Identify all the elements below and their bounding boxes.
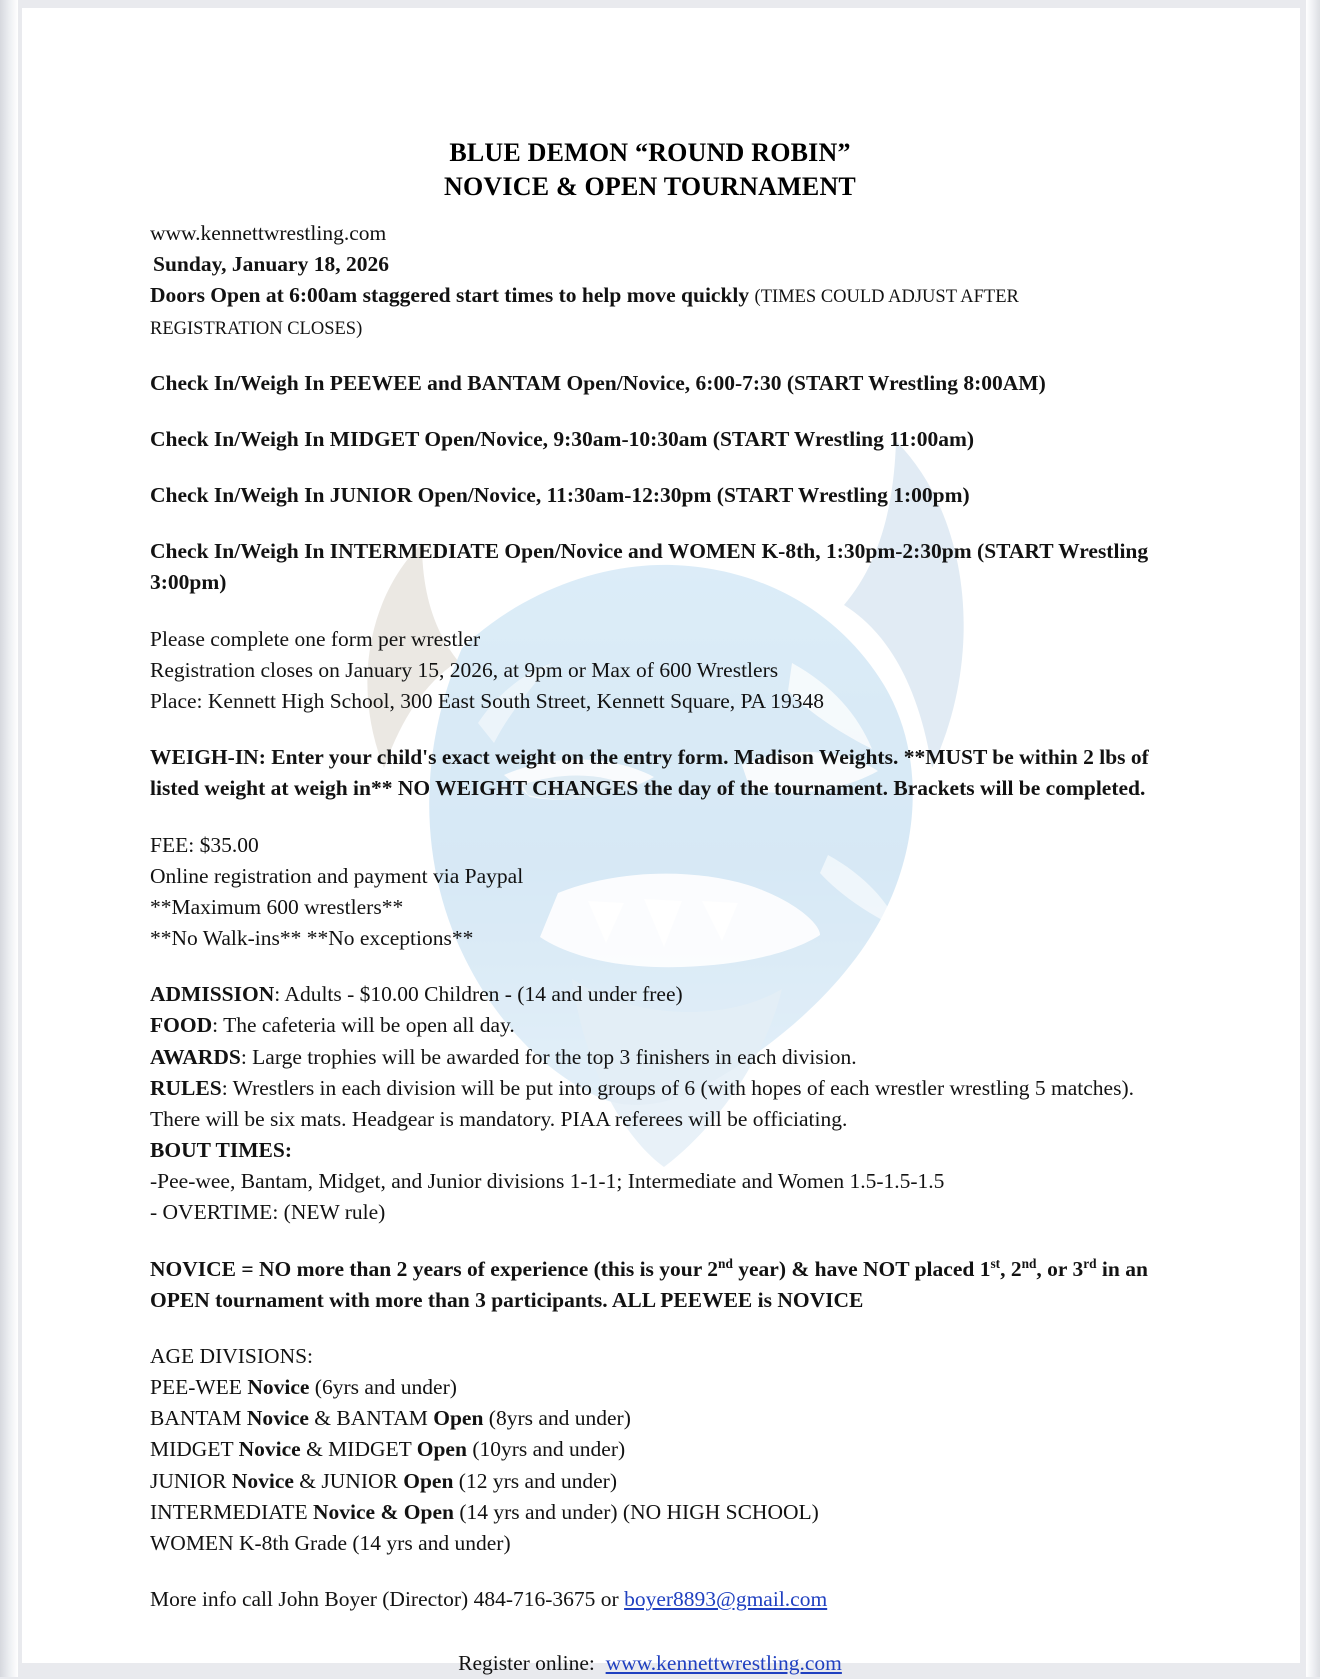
weigh-in-text: Enter your child's exact weight on the entry form. Madison Weights. **MUST be within 2 lbs of listed weight at weigh in** NO WEIGHT CHANGES the day of the tournament. Brackets will be completed. [150, 745, 1149, 801]
title-line-1: BLUE DEMON “ROUND ROBIN” [449, 138, 851, 167]
register-online-line [150, 1648, 1150, 1679]
checkin-midget: Check In/Weigh In MIDGET Open/Novice, 9:30am-10:30am (START Wrestling 11:00am) [150, 426, 975, 451]
doors-open-note: (TIMES COULD ADJUST AFTER REGISTRATION CLOSES) [150, 287, 1019, 339]
checkin-peewee-bantam: Check In/Weigh In PEEWEE and BANTAM Open/Novice, 6:00-7:30 (START Wrestling 8:00AM) [150, 370, 1046, 395]
division-bold-1: Novice & Open [313, 1499, 454, 1524]
list-item [150, 1403, 1150, 1434]
page-edge-right [1306, 0, 1320, 1677]
list-item [150, 1528, 1150, 1559]
rules-text: : Wrestlers in each division will be put into groups of 6 (with hopes of each wrestler wrestling 5 matches). There will be six mats. Headgear is mandatory. PIAA referees will be officiating. [150, 1075, 1134, 1131]
place-line: Place: Kennett High School, 300 East South Street, Kennett Square, PA 19348 [150, 688, 824, 713]
document-content [22, 8, 1300, 1676]
division-bold-2: Open [433, 1406, 484, 1431]
checkin-intermediate: Check In/Weigh In INTERMEDIATE Open/Novice and WOMEN K-8th, 1:30pm-2:30pm (START Wrestling 3:00pm) [150, 539, 1149, 595]
fee-max: **Maximum 600 wrestlers** [150, 894, 404, 919]
checkin-junior: Check In/Weigh In JUNIOR Open/Novice, 11:30am-12:30pm (START Wrestling 1:00pm) [150, 483, 970, 508]
fee-amount: FEE: $35.00 [150, 832, 259, 857]
admission-text: : Adults - $10.00 Children - (14 and under free) [274, 982, 683, 1007]
division-pre: INTERMEDIATE [150, 1499, 314, 1524]
division-post: (10yrs and under) [466, 1437, 626, 1462]
novice-part-5: in an OPEN tournament with more than 3 participants. ALL PEEWEE is NOVICE [150, 1256, 1148, 1312]
list-item [150, 1434, 1150, 1465]
doors-open-line [150, 280, 1150, 342]
fee-payment: Online registration and payment via Paypal [150, 863, 524, 888]
page-edge-left [0, 0, 18, 1677]
list-item [150, 1372, 1150, 1403]
page-title [150, 136, 1150, 204]
division-mid: & BANTAM [308, 1406, 434, 1431]
food-label: FOOD [150, 1013, 213, 1038]
division-bold-1: Novice [238, 1437, 301, 1462]
novice-part-1: NOVICE = NO more than 2 years of experience (this is your 2 [150, 1256, 719, 1281]
register-online-label: Register online: [458, 1651, 595, 1676]
rules-line [150, 1073, 1150, 1135]
more-info-text: More info call John Boyer (Director) 484-716-3675 or [150, 1587, 625, 1612]
division-bold-1: Novice [247, 1375, 310, 1400]
novice-part-4: , or 3 [1036, 1256, 1084, 1281]
food-line [150, 1010, 1150, 1041]
awards-text: : Large trophies will be awarded for the top 3 finishers in each division. [240, 1044, 857, 1069]
age-divisions-list [150, 1372, 1150, 1559]
awards-line [150, 1042, 1150, 1073]
food-text: : The cafeteria will be open all day. [212, 1013, 515, 1038]
more-info-line [150, 1584, 1150, 1615]
document-page [22, 8, 1300, 1676]
one-form-line: Please complete one form per wrestler [150, 626, 481, 651]
event-date: Sunday, January 18, 2026 [153, 252, 389, 277]
doors-open-text: Doors Open at 6:00am staggered start times to help move quickly [150, 283, 755, 308]
division-bold-2: Open [403, 1468, 454, 1493]
bout-times-line-2: - OVERTIME: (NEW rule) [150, 1200, 386, 1225]
age-divisions-heading: AGE DIVISIONS: [150, 1343, 314, 1368]
list-item [150, 1497, 1150, 1528]
division-post: (14 yrs and under) (NO HIGH SCHOOL) [453, 1499, 819, 1524]
list-item [150, 1466, 1150, 1497]
division-pre: BANTAM [150, 1406, 247, 1431]
division-mid: & MIDGET [300, 1437, 417, 1462]
division-bold-1: Novice [231, 1468, 294, 1493]
novice-definition [150, 1254, 1150, 1316]
division-bold-1: Novice [246, 1406, 309, 1431]
novice-part-3: , 2 [1000, 1256, 1022, 1281]
email-link[interactable]: boyer8893@gmail.com [624, 1587, 828, 1612]
division-post: (12 yrs and under) [453, 1468, 617, 1493]
website-top: www.kennettwrestling.com [150, 221, 387, 246]
rules-label: RULES [150, 1075, 222, 1100]
admission-line [150, 979, 1150, 1010]
novice-part-2: year) & have NOT placed 1 [732, 1256, 991, 1281]
weigh-in-label: WEIGH-IN: [150, 745, 266, 770]
division-post: (6yrs and under) [309, 1375, 457, 1400]
weigh-in-paragraph [150, 742, 1150, 804]
novice-sup-4: rd [1083, 1255, 1097, 1271]
bout-times-line-1: -Pee-wee, Bantam, Midget, and Junior divisions 1-1-1; Intermediate and Women 1.5-1.5-1.5 [150, 1169, 945, 1194]
division-pre: JUNIOR [150, 1468, 232, 1493]
division-bold-2: Open [416, 1437, 467, 1462]
fee-walkins: **No Walk-ins** **No exceptions** [150, 926, 474, 951]
division-post: (8yrs and under) [483, 1406, 631, 1431]
registration-closes-line: Registration closes on January 15, 2026, at 9pm or Max of 600 Wrestlers [150, 657, 779, 682]
novice-sup-1: nd [718, 1255, 733, 1271]
awards-label: AWARDS [150, 1044, 241, 1069]
novice-sup-3: nd [1021, 1255, 1037, 1271]
division-mid: & JUNIOR [293, 1468, 404, 1493]
register-url-link[interactable]: www.kennettwrestling.com [605, 1651, 842, 1676]
title-line-2: NOVICE & OPEN TOURNAMENT [444, 172, 856, 202]
bout-times-label: BOUT TIMES: [150, 1138, 292, 1163]
division-pre: WOMEN K-8th Grade (14 yrs and under) [150, 1530, 511, 1555]
novice-sup-2: st [990, 1255, 1001, 1271]
admission-label: ADMISSION [150, 982, 275, 1007]
division-pre: MIDGET [150, 1437, 239, 1462]
division-pre: PEE-WEE [150, 1375, 248, 1400]
